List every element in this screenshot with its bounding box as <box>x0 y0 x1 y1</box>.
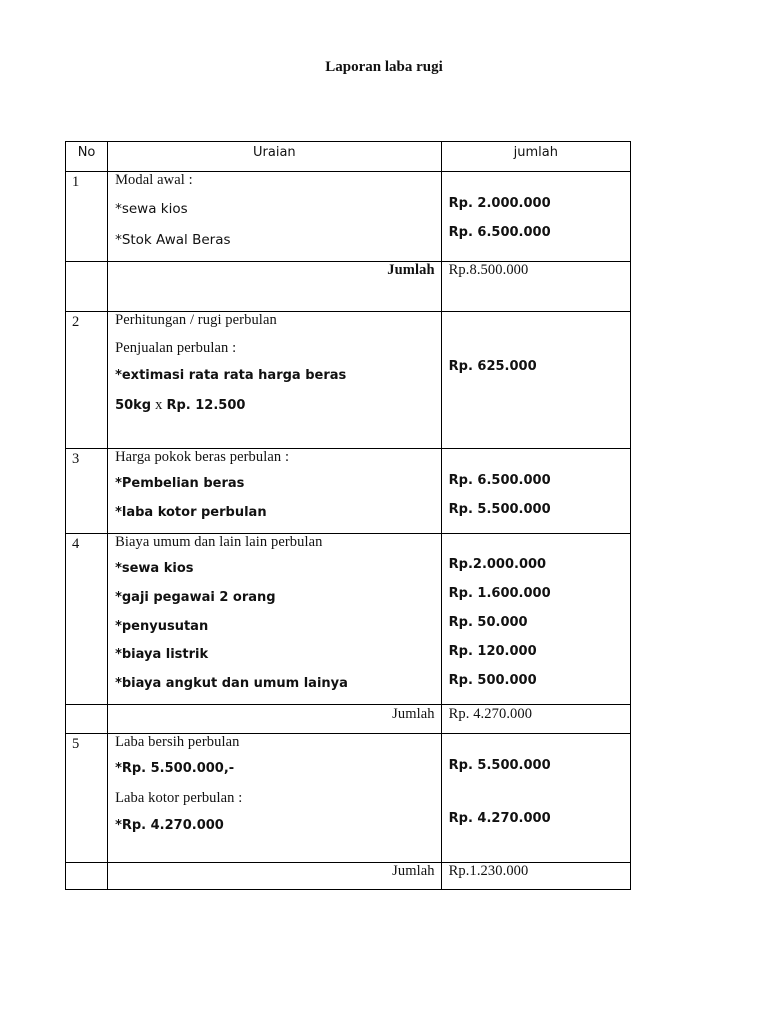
row-amount <box>441 734 630 863</box>
description-line: *biaya listrik <box>115 647 209 662</box>
description-line: *Pembelian beras <box>115 476 245 491</box>
row-number: 1 <box>66 172 108 262</box>
amount-value: Rp. 5.500.000 <box>448 758 551 773</box>
subtotal-row <box>66 262 631 312</box>
description-line: *sewa kios <box>115 201 188 217</box>
subtotal-label-cell <box>108 705 442 734</box>
description-line: *laba kotor perbulan <box>115 505 267 520</box>
description-line: *penyusutan <box>115 619 209 634</box>
subtotal-label: Jumlah <box>387 262 435 278</box>
amount-value: Rp. 6.500.000 <box>448 473 551 488</box>
header-no: No <box>66 142 108 172</box>
table-row <box>66 172 631 262</box>
description-line: Harga pokok beras perbulan : <box>115 449 290 465</box>
description-line: *extimasi rata rata harga beras <box>115 368 347 383</box>
subtotal-label: Jumlah <box>392 863 435 879</box>
row-amount <box>441 534 630 705</box>
amount-value: Rp. 120.000 <box>448 644 537 659</box>
header-row <box>66 142 631 172</box>
subtotal-row <box>66 863 631 890</box>
row-description <box>108 534 442 705</box>
description-line: *sewa kios <box>115 561 194 576</box>
row-description <box>108 312 442 449</box>
description-line: *gaji pegawai 2 orang <box>115 590 276 605</box>
row-number: 4 <box>66 534 108 705</box>
description-line: Laba bersih perbulan <box>115 734 240 750</box>
amount-value: Rp. 1.600.000 <box>448 586 551 601</box>
table-row <box>66 534 631 705</box>
subtotal-value: Rp.8.500.000 <box>448 262 529 278</box>
description-line: Modal awal : <box>115 172 193 188</box>
table-row <box>66 449 631 534</box>
description-line: *Rp. 4.270.000 <box>115 818 224 833</box>
description-line: Laba kotor perbulan : <box>115 790 243 806</box>
subtotal-label: Jumlah <box>392 706 435 722</box>
row-amount <box>441 172 630 262</box>
amount-value: Rp. 4.270.000 <box>448 811 551 826</box>
row-number: 5 <box>66 734 108 863</box>
row-number: 3 <box>66 449 108 534</box>
description-line: *biaya angkut dan umum lainya <box>115 676 348 691</box>
row-description <box>108 172 442 262</box>
description-line: 50kg x Rp. 12.500 <box>115 397 246 413</box>
description-line: *Stok Awal Beras <box>115 232 231 248</box>
row-amount <box>441 312 630 449</box>
subtotal-row <box>66 705 631 734</box>
subtotal-value-cell <box>441 262 630 312</box>
amount-value: Rp. 6.500.000 <box>448 225 551 240</box>
amount-value: Rp. 2.000.000 <box>448 196 551 211</box>
description-line: Penjualan perbulan : <box>115 340 237 356</box>
subtotal-value: Rp. 4.270.000 <box>448 706 533 722</box>
amount-value: Rp. 625.000 <box>448 359 537 374</box>
report-title: Laporan laba rugi <box>325 59 443 75</box>
row-description <box>108 449 442 534</box>
amount-value: Rp. 50.000 <box>448 615 528 630</box>
table-row <box>66 734 631 863</box>
description-line: Perhitungan / rugi perbulan <box>115 312 277 328</box>
row-number: 2 <box>66 312 108 449</box>
table-row <box>66 312 631 449</box>
subtotal-value: Rp.1.230.000 <box>448 863 529 879</box>
amount-value: Rp. 500.000 <box>448 673 537 688</box>
header-uraian: Uraian <box>108 142 442 172</box>
profit-loss-table <box>65 141 631 890</box>
row-amount <box>441 449 630 534</box>
amount-value: Rp.2.000.000 <box>448 557 547 572</box>
subtotal-value-cell <box>441 863 630 890</box>
description-line: Biaya umum dan lain lain perbulan <box>115 534 323 550</box>
subtotal-label-cell <box>108 863 442 890</box>
header-jumlah: jumlah <box>441 142 630 172</box>
amount-value: Rp. 5.500.000 <box>448 502 551 517</box>
description-line: *Rp. 5.500.000,- <box>115 761 235 776</box>
subtotal-label-cell <box>108 262 442 312</box>
subtotal-value-cell <box>441 705 630 734</box>
row-description <box>108 734 442 863</box>
